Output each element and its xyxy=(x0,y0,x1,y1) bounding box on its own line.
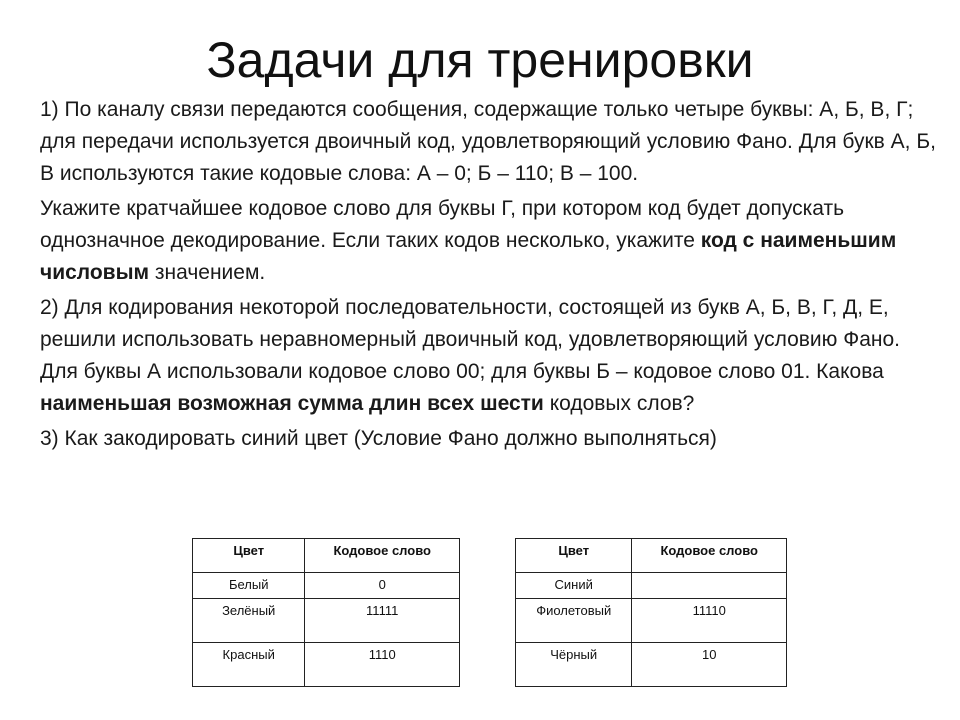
table-row xyxy=(193,573,460,599)
table-row xyxy=(516,573,787,599)
task-1-question xyxy=(40,193,940,289)
task-2-end: кодовых слов? xyxy=(543,392,695,415)
table-row xyxy=(516,643,787,687)
cell-code: 0 xyxy=(305,573,460,599)
table-row xyxy=(193,643,460,687)
cell-code: 10 xyxy=(632,643,787,687)
table-row xyxy=(193,599,460,643)
cell-color: Зелёный xyxy=(193,599,305,643)
slide-content xyxy=(40,94,940,458)
task-1-question-end: значением. xyxy=(149,261,266,284)
task-1-question-emphasis: код с наименьшим числовым xyxy=(40,229,897,284)
cell-code-empty xyxy=(632,573,787,599)
cell-color: Красный xyxy=(193,643,305,687)
color-code-table-right xyxy=(515,538,787,687)
table-row xyxy=(516,599,787,643)
task-3-text: 3) Как закодировать синий цвет (Условие Фано должно выполняться) xyxy=(40,427,717,450)
cell-color: Фиолетовый xyxy=(516,599,632,643)
slide-title: Задачи для тренировки xyxy=(206,32,754,88)
cell-color: Белый xyxy=(193,573,305,599)
task-1-text: 1) По каналу связи передаются сообщения, содержащие только четыре буквы: А, Б, В, Г; для передачи используется двоичный код, удовлетворяющий условию Фано. Для букв А, Б, В используются такие кодовые слова: А – 0; Б – 110; В – 100. xyxy=(40,98,936,185)
cell-color: Чёрный xyxy=(516,643,632,687)
cell-code: 11110 xyxy=(632,599,787,643)
table-header-row xyxy=(193,539,460,573)
cell-color: Синий xyxy=(516,573,632,599)
task-2-text: 2) Для кодирования некоторой последовательности, состоящей из букв А, Б, В, Г, Д, Е, решили использовать неравномерный двоичный код, удовлетворяющий условию Фано. Для буквы А использовали кодовое слово 00; для буквы Б – кодовое слово 01. Какова xyxy=(40,296,900,383)
task-2-statement xyxy=(40,292,940,420)
header-color: Цвет xyxy=(193,539,305,573)
task-1-statement xyxy=(40,94,940,190)
task-1-question-text: Укажите кратчайшее кодовое слово для буквы Г, при котором код будет допускать однозначное декодирование. Если таких кодов несколько, укажите xyxy=(40,197,845,252)
header-color: Цвет xyxy=(516,539,632,573)
header-code-word: Кодовое слово xyxy=(632,539,787,573)
cell-code: 11111 xyxy=(305,599,460,643)
task-3-statement xyxy=(40,423,940,455)
cell-code: 1110 xyxy=(305,643,460,687)
table-header-row xyxy=(516,539,787,573)
header-code-word: Кодовое слово xyxy=(305,539,460,573)
task-2-emphasis: наименьшая возможная сумма длин всех шести xyxy=(40,392,544,415)
color-code-table-left xyxy=(192,538,460,687)
